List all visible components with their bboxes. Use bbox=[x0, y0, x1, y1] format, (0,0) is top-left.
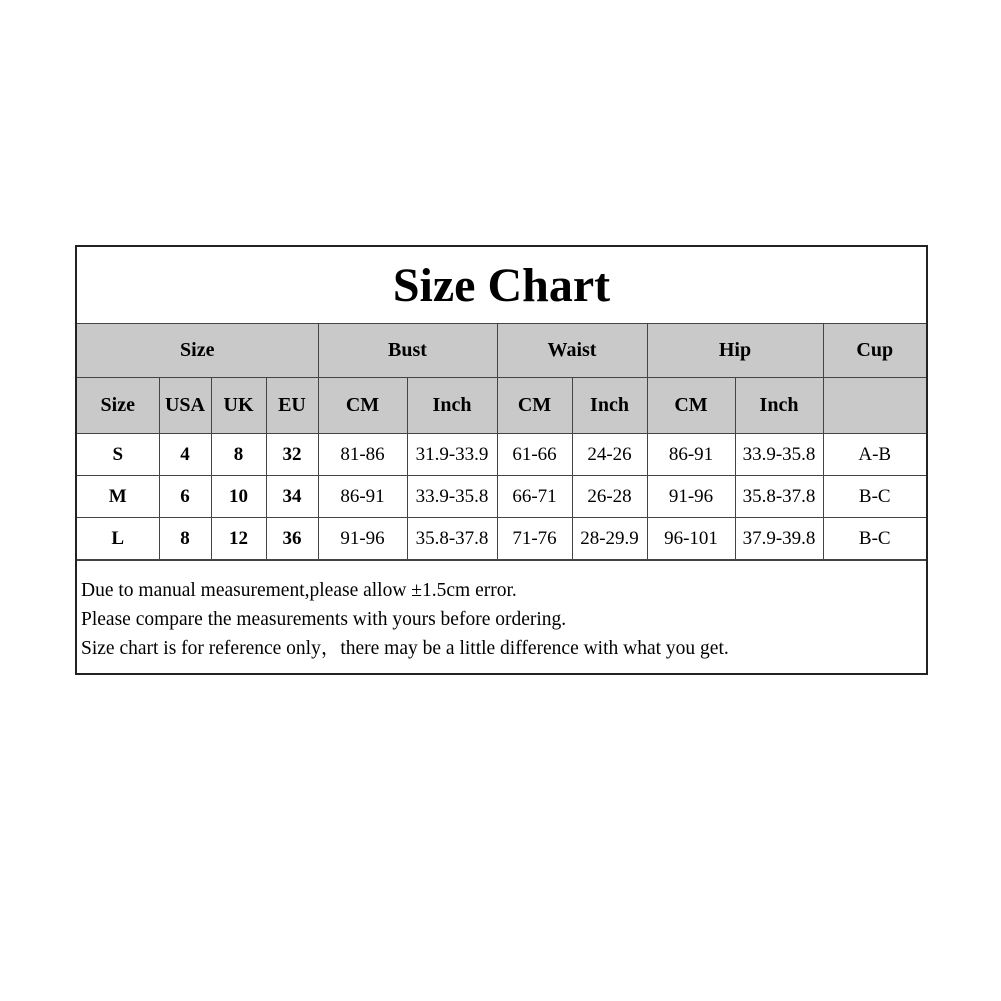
cell-eu: 34 bbox=[266, 476, 318, 518]
sub-header-row bbox=[77, 378, 926, 434]
cell-waist-inch: 24-26 bbox=[572, 434, 647, 476]
cell-usa: 4 bbox=[159, 434, 211, 476]
group-header-row bbox=[77, 324, 926, 378]
cell-eu: 36 bbox=[266, 518, 318, 560]
column-header-cup bbox=[823, 378, 926, 434]
column-header-bust-cm: CM bbox=[318, 378, 407, 434]
size-chart-card bbox=[75, 245, 928, 675]
cell-uk: 10 bbox=[211, 476, 266, 518]
cell-uk: 12 bbox=[211, 518, 266, 560]
cell-bust-inch: 31.9-33.9 bbox=[407, 434, 497, 476]
cell-hip-inch: 37.9-39.8 bbox=[735, 518, 823, 560]
cell-size: S bbox=[77, 434, 159, 476]
cell-waist-cm: 66-71 bbox=[497, 476, 572, 518]
table-row bbox=[77, 476, 926, 518]
group-header-size: Size bbox=[77, 324, 318, 378]
cell-usa: 6 bbox=[159, 476, 211, 518]
column-header-eu: EU bbox=[266, 378, 318, 434]
cell-hip-cm: 96-101 bbox=[647, 518, 735, 560]
cell-uk: 8 bbox=[211, 434, 266, 476]
cell-waist-inch: 28-29.9 bbox=[572, 518, 647, 560]
column-header-bust-inch: Inch bbox=[407, 378, 497, 434]
note-line: Please compare the measurements with yours before ordering. bbox=[81, 609, 567, 630]
group-header-bust: Bust bbox=[318, 324, 497, 378]
column-header-uk: UK bbox=[211, 378, 266, 434]
cell-cup: B-C bbox=[823, 476, 926, 518]
cell-bust-inch: 35.8-37.8 bbox=[407, 518, 497, 560]
column-header-hip-cm: CM bbox=[647, 378, 735, 434]
cell-bust-cm: 86-91 bbox=[318, 476, 407, 518]
cell-size: L bbox=[77, 518, 159, 560]
cell-waist-inch: 26-28 bbox=[572, 476, 647, 518]
column-header-size: Size bbox=[77, 378, 159, 434]
column-header-usa: USA bbox=[159, 378, 211, 434]
cell-hip-inch: 35.8-37.8 bbox=[735, 476, 823, 518]
column-header-waist-inch: Inch bbox=[572, 378, 647, 434]
cell-hip-cm: 91-96 bbox=[647, 476, 735, 518]
column-header-waist-cm: CM bbox=[497, 378, 572, 434]
cell-bust-cm: 91-96 bbox=[318, 518, 407, 560]
group-header-cup: Cup bbox=[823, 324, 926, 378]
cell-eu: 32 bbox=[266, 434, 318, 476]
group-header-waist: Waist bbox=[497, 324, 647, 378]
note-line: Size chart is for reference only，there may be a little difference with what you get. bbox=[81, 638, 729, 659]
cell-size: M bbox=[77, 476, 159, 518]
cell-hip-inch: 33.9-35.8 bbox=[735, 434, 823, 476]
group-header-hip: Hip bbox=[647, 324, 823, 378]
cell-hip-cm: 86-91 bbox=[647, 434, 735, 476]
cell-waist-cm: 61-66 bbox=[497, 434, 572, 476]
column-header-hip-inch: Inch bbox=[735, 378, 823, 434]
page-title: Size Chart bbox=[77, 247, 926, 324]
cell-usa: 8 bbox=[159, 518, 211, 560]
cell-waist-cm: 71-76 bbox=[497, 518, 572, 560]
cell-cup: A-B bbox=[823, 434, 926, 476]
table-row bbox=[77, 434, 926, 476]
cell-bust-cm: 81-86 bbox=[318, 434, 407, 476]
cell-cup: B-C bbox=[823, 518, 926, 560]
size-table bbox=[77, 324, 926, 560]
cell-bust-inch: 33.9-35.8 bbox=[407, 476, 497, 518]
note-line: Due to manual measurement,please allow ±1.5cm error. bbox=[81, 580, 517, 601]
notes-section bbox=[77, 560, 926, 663]
table-row bbox=[77, 518, 926, 560]
